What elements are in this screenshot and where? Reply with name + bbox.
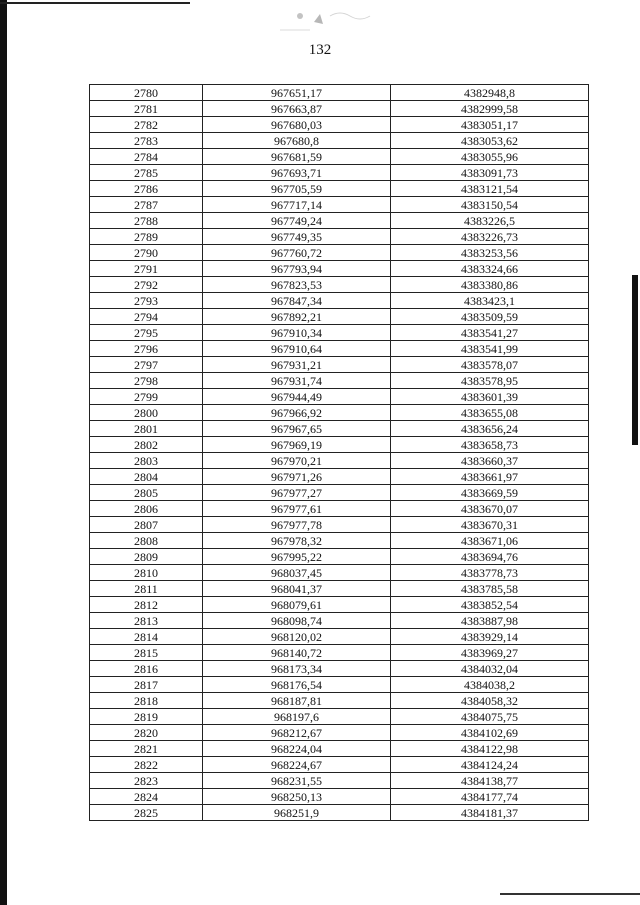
point-number-cell: 2787 [90,197,203,213]
point-number-cell: 2810 [90,565,203,581]
y-coordinate-cell: 4383694,76 [391,549,589,565]
table-row [90,677,589,693]
x-coordinate-cell: 968231,55 [203,773,391,789]
y-coordinate-cell: 4383670,07 [391,501,589,517]
scan-bottom-line [500,893,640,895]
x-coordinate-cell: 967967,65 [203,421,391,437]
table-row [90,261,589,277]
point-number-cell: 2793 [90,293,203,309]
table-row [90,341,589,357]
point-number-cell: 2784 [90,149,203,165]
y-coordinate-cell: 4383578,95 [391,373,589,389]
x-coordinate-cell: 968079,61 [203,597,391,613]
y-coordinate-cell: 4383655,08 [391,405,589,421]
x-coordinate-cell: 967944,49 [203,389,391,405]
x-coordinate-cell: 967971,26 [203,469,391,485]
table-row [90,629,589,645]
x-coordinate-cell: 967749,24 [203,213,391,229]
y-coordinate-cell: 4383670,31 [391,517,589,533]
y-coordinate-cell: 4383055,96 [391,149,589,165]
point-number-cell: 2814 [90,629,203,645]
point-number-cell: 2809 [90,549,203,565]
point-number-cell: 2782 [90,117,203,133]
x-coordinate-cell: 967847,34 [203,293,391,309]
y-coordinate-cell: 4383541,27 [391,325,589,341]
point-number-cell: 2795 [90,325,203,341]
table-row [90,661,589,677]
point-number-cell: 2791 [90,261,203,277]
point-number-cell: 2818 [90,693,203,709]
x-coordinate-cell: 967966,92 [203,405,391,421]
x-coordinate-cell: 968187,81 [203,693,391,709]
table-row [90,741,589,757]
point-number-cell: 2783 [90,133,203,149]
x-coordinate-cell: 968250,13 [203,789,391,805]
table-row [90,485,589,501]
scan-right-edge [632,275,638,445]
table-row [90,101,589,117]
y-coordinate-cell: 4383051,17 [391,117,589,133]
y-coordinate-cell: 4382999,58 [391,101,589,117]
y-coordinate-cell: 4383669,59 [391,485,589,501]
x-coordinate-cell: 967717,14 [203,197,391,213]
y-coordinate-cell: 4384122,98 [391,741,589,757]
table-row [90,149,589,165]
y-coordinate-cell: 4384058,32 [391,693,589,709]
point-number-cell: 2792 [90,277,203,293]
y-coordinate-cell: 4383778,73 [391,565,589,581]
y-coordinate-cell: 4383661,97 [391,469,589,485]
y-coordinate-cell: 4383423,1 [391,293,589,309]
table-row [90,725,589,741]
point-number-cell: 2805 [90,485,203,501]
faint-stamp-mark [270,8,390,38]
x-coordinate-cell: 967693,71 [203,165,391,181]
point-number-cell: 2804 [90,469,203,485]
point-number-cell: 2789 [90,229,203,245]
scan-top-line [0,2,190,4]
x-coordinate-cell: 967793,94 [203,261,391,277]
x-coordinate-cell: 967995,22 [203,549,391,565]
y-coordinate-cell: 4383852,54 [391,597,589,613]
table-row [90,581,589,597]
x-coordinate-cell: 968224,67 [203,757,391,773]
y-coordinate-cell: 4383509,59 [391,309,589,325]
y-coordinate-cell: 4383578,07 [391,357,589,373]
y-coordinate-cell: 4383671,06 [391,533,589,549]
point-number-cell: 2823 [90,773,203,789]
x-coordinate-cell: 968098,74 [203,613,391,629]
table-row [90,309,589,325]
page-number: 132 [308,42,332,58]
point-number-cell: 2820 [90,725,203,741]
table-row [90,277,589,293]
table-row [90,757,589,773]
x-coordinate-cell: 967910,34 [203,325,391,341]
y-coordinate-cell: 4382948,8 [391,85,589,101]
x-coordinate-cell: 967760,72 [203,245,391,261]
point-number-cell: 2797 [90,357,203,373]
coordinates-table [89,84,589,821]
y-coordinate-cell: 4384032,04 [391,661,589,677]
x-coordinate-cell: 967977,27 [203,485,391,501]
table-row [90,117,589,133]
point-number-cell: 2788 [90,213,203,229]
point-number-cell: 2817 [90,677,203,693]
y-coordinate-cell: 4383150,54 [391,197,589,213]
point-number-cell: 2798 [90,373,203,389]
y-coordinate-cell: 4383541,99 [391,341,589,357]
point-number-cell: 2794 [90,309,203,325]
point-number-cell: 2811 [90,581,203,597]
point-number-cell: 2786 [90,181,203,197]
x-coordinate-cell: 967705,59 [203,181,391,197]
x-coordinate-cell: 967823,53 [203,277,391,293]
x-coordinate-cell: 967680,03 [203,117,391,133]
point-number-cell: 2807 [90,517,203,533]
table-row [90,533,589,549]
x-coordinate-cell: 967931,21 [203,357,391,373]
point-number-cell: 2822 [90,757,203,773]
table-row [90,549,589,565]
point-number-cell: 2821 [90,741,203,757]
table-row [90,501,589,517]
point-number-cell: 2802 [90,437,203,453]
table-row [90,421,589,437]
point-number-cell: 2780 [90,85,203,101]
x-coordinate-cell: 967970,21 [203,453,391,469]
point-number-cell: 2813 [90,613,203,629]
table-row [90,645,589,661]
y-coordinate-cell: 4384177,74 [391,789,589,805]
y-coordinate-cell: 4384124,24 [391,757,589,773]
x-coordinate-cell: 967651,17 [203,85,391,101]
table-row [90,181,589,197]
x-coordinate-cell: 967892,21 [203,309,391,325]
y-coordinate-cell: 4383887,98 [391,613,589,629]
x-coordinate-cell: 968037,45 [203,565,391,581]
point-number-cell: 2781 [90,101,203,117]
x-coordinate-cell: 967663,87 [203,101,391,117]
point-number-cell: 2806 [90,501,203,517]
y-coordinate-cell: 4383091,73 [391,165,589,181]
table-row [90,773,589,789]
table-row [90,245,589,261]
table-row [90,213,589,229]
table-row [90,693,589,709]
y-coordinate-cell: 4383658,73 [391,437,589,453]
y-coordinate-cell: 4383656,24 [391,421,589,437]
point-number-cell: 2796 [90,341,203,357]
table-row [90,613,589,629]
coordinates-table-wrap [89,84,589,821]
coordinates-table-body [90,85,589,821]
table-row [90,453,589,469]
table-row [90,357,589,373]
point-number-cell: 2790 [90,245,203,261]
table-row [90,517,589,533]
x-coordinate-cell: 967977,78 [203,517,391,533]
x-coordinate-cell: 967749,35 [203,229,391,245]
table-row [90,85,589,101]
table-row [90,197,589,213]
point-number-cell: 2785 [90,165,203,181]
x-coordinate-cell: 967931,74 [203,373,391,389]
point-number-cell: 2799 [90,389,203,405]
y-coordinate-cell: 4383601,39 [391,389,589,405]
y-coordinate-cell: 4383226,5 [391,213,589,229]
table-row [90,597,589,613]
x-coordinate-cell: 967969,19 [203,437,391,453]
y-coordinate-cell: 4384102,69 [391,725,589,741]
scan-left-edge [0,0,7,905]
x-coordinate-cell: 967977,61 [203,501,391,517]
y-coordinate-cell: 4383121,54 [391,181,589,197]
table-row [90,229,589,245]
point-number-cell: 2812 [90,597,203,613]
point-number-cell: 2825 [90,805,203,821]
x-coordinate-cell: 968197,6 [203,709,391,725]
point-number-cell: 2803 [90,453,203,469]
point-number-cell: 2815 [90,645,203,661]
table-row [90,389,589,405]
y-coordinate-cell: 4383785,58 [391,581,589,597]
y-coordinate-cell: 4383253,56 [391,245,589,261]
x-coordinate-cell: 968251,9 [203,805,391,821]
point-number-cell: 2800 [90,405,203,421]
x-coordinate-cell: 968173,34 [203,661,391,677]
y-coordinate-cell: 4384181,37 [391,805,589,821]
table-row [90,133,589,149]
table-row [90,709,589,725]
point-number-cell: 2816 [90,661,203,677]
table-row [90,437,589,453]
y-coordinate-cell: 4384138,77 [391,773,589,789]
point-number-cell: 2808 [90,533,203,549]
point-number-cell: 2824 [90,789,203,805]
x-coordinate-cell: 967910,64 [203,341,391,357]
point-number-cell: 2801 [90,421,203,437]
y-coordinate-cell: 4383660,37 [391,453,589,469]
table-row [90,469,589,485]
x-coordinate-cell: 968224,04 [203,741,391,757]
x-coordinate-cell: 968041,37 [203,581,391,597]
x-coordinate-cell: 968140,72 [203,645,391,661]
point-number-cell: 2819 [90,709,203,725]
x-coordinate-cell: 967681,59 [203,149,391,165]
x-coordinate-cell: 967680,8 [203,133,391,149]
y-coordinate-cell: 4383969,27 [391,645,589,661]
table-row [90,405,589,421]
y-coordinate-cell: 4383053,62 [391,133,589,149]
table-row [90,165,589,181]
table-row [90,325,589,341]
table-row [90,805,589,821]
x-coordinate-cell: 968176,54 [203,677,391,693]
y-coordinate-cell: 4384075,75 [391,709,589,725]
x-coordinate-cell: 967978,32 [203,533,391,549]
y-coordinate-cell: 4384038,2 [391,677,589,693]
x-coordinate-cell: 968212,67 [203,725,391,741]
table-row [90,293,589,309]
y-coordinate-cell: 4383324,66 [391,261,589,277]
y-coordinate-cell: 4383380,86 [391,277,589,293]
table-row [90,373,589,389]
table-row [90,789,589,805]
table-row [90,565,589,581]
y-coordinate-cell: 4383929,14 [391,629,589,645]
x-coordinate-cell: 968120,02 [203,629,391,645]
y-coordinate-cell: 4383226,73 [391,229,589,245]
